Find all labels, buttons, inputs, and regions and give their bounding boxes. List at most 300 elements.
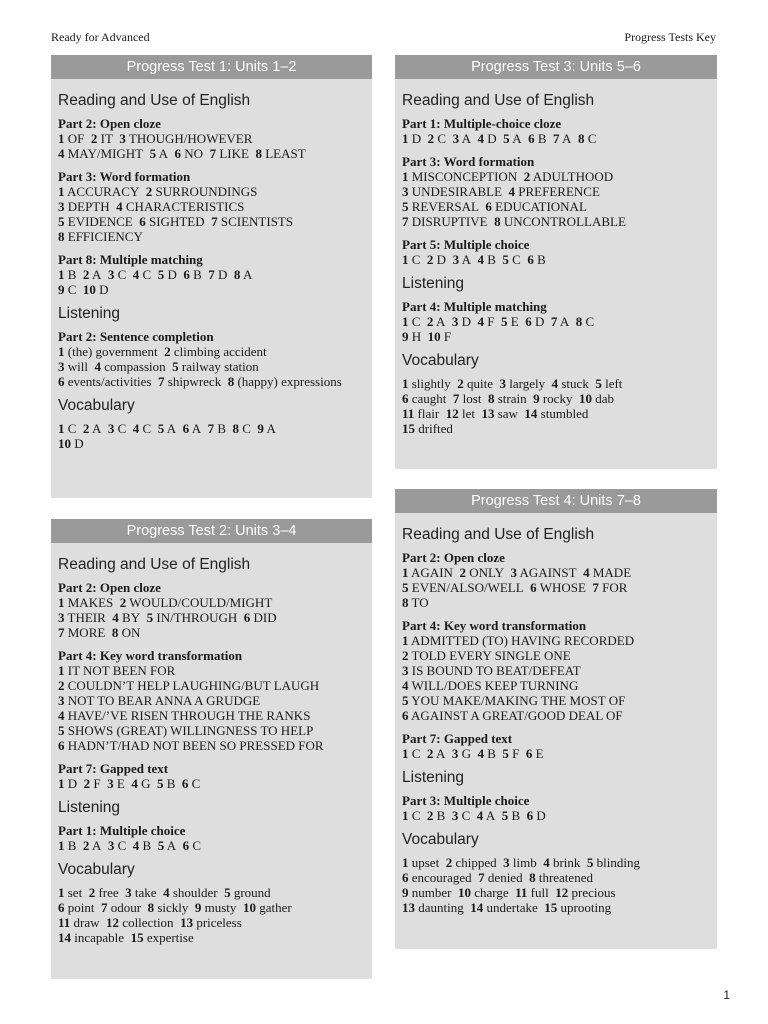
item-number: 4 — [132, 838, 140, 853]
item-number: 11 — [515, 885, 528, 900]
item-number: 1 — [402, 376, 409, 391]
item-number: 7 — [100, 900, 108, 915]
item-answer: priceless — [196, 915, 242, 930]
item-answer: odour — [110, 900, 142, 915]
item-answer: will — [67, 359, 88, 374]
answer-line — [58, 738, 364, 753]
test-box-3 — [395, 55, 717, 469]
answer-line — [58, 374, 364, 389]
item-number: 5 — [500, 314, 508, 329]
answer-line — [402, 131, 709, 146]
item-answer: compassion — [104, 359, 166, 374]
item-answer: A — [435, 746, 446, 761]
test-box-2 — [51, 519, 372, 979]
item-number: 4 — [94, 359, 101, 374]
item-answer: quite — [467, 376, 494, 391]
item-number: 3 — [107, 838, 115, 853]
item-answer: A — [91, 838, 102, 853]
item-number: 3 — [402, 184, 409, 199]
item-number: 2 — [145, 184, 153, 199]
item-answer: threatened — [538, 870, 593, 885]
item-answer: A — [91, 421, 102, 436]
item-number: 8 — [147, 900, 155, 915]
item-number: 10 — [82, 282, 96, 297]
part-heading: Part 7: Gapped text — [402, 731, 513, 746]
item-answer: D — [436, 252, 447, 267]
item-answer: D — [487, 131, 497, 146]
item-answer: MAKES — [67, 595, 114, 610]
item-number: 3 — [503, 855, 510, 870]
item-number: 12 — [106, 915, 120, 930]
item-answer: B — [217, 421, 226, 436]
item-answer: SCIENTISTS — [220, 214, 294, 229]
item-number: 2 — [58, 678, 65, 693]
item-answer: (the) government — [67, 344, 158, 359]
item-number: 4 — [131, 776, 138, 791]
item-answer: A — [562, 131, 572, 146]
item-number: 6 — [139, 214, 146, 229]
item-answer: A — [91, 267, 102, 282]
part-heading: Part 4: Key word transformation — [58, 648, 243, 663]
answer-line — [58, 678, 364, 693]
item-answer: H — [411, 329, 422, 344]
item-answer: D — [461, 314, 471, 329]
item-number: 5 — [157, 838, 165, 853]
item-answer: D — [167, 267, 177, 282]
answer-part — [402, 376, 709, 436]
item-answer: A — [461, 252, 471, 267]
item-number: 1 — [402, 633, 409, 648]
answer-line — [58, 595, 364, 610]
item-number: 1 — [402, 314, 409, 329]
item-number: 6 — [402, 391, 409, 406]
item-answer: IT NOT BEEN FOR — [67, 663, 176, 678]
answer-line — [58, 131, 364, 146]
part-heading: Part 1: Multiple-choice cloze — [402, 116, 562, 131]
item-number: 12 — [445, 406, 459, 421]
answer-part — [402, 116, 709, 146]
item-number: 6 — [525, 746, 533, 761]
item-answer: B — [67, 838, 77, 853]
item-number: 2 — [88, 885, 96, 900]
item-answer: C — [587, 131, 597, 146]
item-number: 6 — [58, 900, 65, 915]
item-number: 4 — [477, 746, 484, 761]
item-number: 3 — [125, 885, 132, 900]
item-answer: gather — [259, 900, 292, 915]
item-answer: C — [67, 421, 77, 436]
item-number: 14 — [58, 930, 71, 945]
answer-line — [402, 329, 709, 344]
answer-line — [402, 421, 709, 436]
item-answer: undertake — [486, 900, 538, 915]
item-number: 6 — [528, 131, 535, 146]
item-answer: C — [142, 267, 152, 282]
item-answer: HAVE/’VE RISEN THROUGH THE RANKS — [67, 708, 311, 723]
item-number: 3 — [58, 693, 65, 708]
item-number: 8 — [255, 146, 262, 161]
answer-part — [58, 823, 364, 853]
answer-part — [402, 550, 709, 610]
answer-line — [58, 693, 364, 708]
item-number: 3 — [452, 252, 460, 267]
answer-part — [58, 421, 364, 451]
item-number: 7 — [478, 870, 485, 885]
item-answer: LIKE — [219, 146, 249, 161]
answer-line — [402, 595, 709, 610]
item-number: 1 — [402, 131, 409, 146]
item-number: 5 — [58, 723, 65, 738]
item-answer: encouraged — [411, 870, 472, 885]
item-answer: lost — [462, 391, 482, 406]
item-answer: (happy) expressions — [237, 374, 342, 389]
item-answer: TOLD EVERY SINGLE ONE — [411, 648, 571, 663]
item-answer: YOU MAKE/MAKING THE MOST OF — [411, 693, 626, 708]
item-answer: C — [242, 421, 251, 436]
item-answer: NO — [184, 146, 204, 161]
answer-line — [58, 663, 364, 678]
page-number: 1 — [723, 988, 730, 1002]
answer-line — [402, 648, 709, 663]
answer-line — [58, 282, 364, 297]
item-number: 5 — [402, 580, 409, 595]
item-number: 7 — [452, 391, 460, 406]
item-answer: A — [191, 421, 202, 436]
item-answer: free — [98, 885, 119, 900]
part-heading: Part 2: Sentence completion — [58, 329, 214, 344]
answer-part — [402, 237, 709, 267]
item-answer: SIGHTED — [149, 214, 205, 229]
part-heading: Part 2: Open cloze — [58, 580, 161, 595]
item-answer: draw — [73, 915, 100, 930]
item-number: 3 — [58, 610, 65, 625]
section-heading: Vocabulary — [402, 831, 479, 848]
item-number: 5 — [58, 214, 65, 229]
item-answer: COULDN’T HELP LAUGHING/BUT LAUGH — [67, 678, 320, 693]
item-answer: OF — [67, 131, 85, 146]
item-answer: NOT TO BEAR ANNA A GRUDGE — [67, 693, 261, 708]
answer-part — [58, 169, 364, 244]
item-answer: IS BOUND TO BEAT/DEFEAT — [411, 663, 581, 678]
item-number: 4 — [477, 314, 484, 329]
item-number: 6 — [182, 421, 190, 436]
part-heading: Part 2: Open cloze — [402, 550, 505, 565]
item-number: 4 — [132, 421, 140, 436]
item-answer: CHARACTERISTICS — [125, 199, 245, 214]
item-number: 4 — [58, 146, 65, 161]
item-number: 2 — [426, 808, 434, 823]
answer-part — [58, 761, 364, 791]
item-number: 5 — [586, 855, 594, 870]
answer-line — [58, 199, 364, 214]
answer-line — [58, 708, 364, 723]
item-answer: D — [534, 314, 545, 329]
item-answer: TO — [411, 595, 429, 610]
item-answer: set — [67, 885, 83, 900]
item-answer: ONLY — [469, 565, 504, 580]
section-heading: Reading and Use of English — [58, 92, 251, 109]
item-number: 3 — [452, 131, 460, 146]
item-answer: drifted — [418, 421, 453, 436]
item-answer: ON — [121, 625, 141, 640]
item-number: 2 — [402, 648, 409, 663]
answer-line — [402, 184, 709, 199]
item-answer: F — [93, 776, 101, 791]
item-number: 2 — [82, 421, 90, 436]
item-answer: SURROUNDINGS — [155, 184, 258, 199]
answer-line — [58, 184, 364, 199]
item-answer: MISCONCEPTION — [411, 169, 518, 184]
section-heading: Reading and Use of English — [402, 92, 595, 109]
section-heading: Listening — [402, 275, 465, 292]
item-number: 7 — [592, 580, 599, 595]
item-answer: take — [134, 885, 157, 900]
test-box-4 — [395, 489, 717, 949]
answer-line — [402, 314, 709, 329]
item-number: 6 — [58, 374, 65, 389]
item-answer: MADE — [592, 565, 632, 580]
item-answer: AGAINST A GREAT/GOOD DEAL OF — [411, 708, 623, 723]
item-number: 8 — [233, 267, 241, 282]
item-number: 3 — [107, 776, 114, 791]
part-heading: Part 3: Word formation — [58, 169, 191, 184]
item-answer: C — [117, 838, 127, 853]
item-answer: E — [535, 746, 544, 761]
item-number: 6 — [182, 838, 190, 853]
answer-line — [402, 580, 709, 595]
item-number: 1 — [58, 421, 65, 436]
item-answer: strain — [497, 391, 527, 406]
item-answer: EVEN/ALSO/WELL — [411, 580, 524, 595]
item-number: 8 — [577, 131, 585, 146]
item-answer: A — [485, 808, 496, 823]
item-number: 11 — [402, 406, 415, 421]
answer-part — [58, 885, 364, 945]
section-heading: Listening — [58, 305, 121, 322]
answer-part — [402, 731, 709, 761]
answer-line — [58, 146, 364, 161]
item-number: 7 — [550, 314, 558, 329]
item-number: 1 — [402, 746, 409, 761]
answer-line — [402, 214, 709, 229]
item-answer: C — [117, 267, 127, 282]
running-header-right: Progress Tests Key — [624, 30, 716, 44]
answer-line — [402, 663, 709, 678]
item-answer: C — [67, 282, 77, 297]
item-number: 3 — [107, 267, 115, 282]
item-answer: daunting — [418, 900, 464, 915]
answer-part — [58, 116, 364, 161]
item-answer: ground — [233, 885, 271, 900]
item-number: 7 — [211, 214, 218, 229]
item-answer: F — [487, 314, 495, 329]
item-number: 8 — [494, 214, 501, 229]
item-answer: stumbled — [540, 406, 589, 421]
item-number: 3 — [499, 376, 507, 391]
item-number: 1 — [58, 184, 65, 199]
part-heading: Part 2: Open cloze — [58, 116, 161, 131]
item-number: 3 — [107, 421, 115, 436]
item-number: 4 — [477, 252, 484, 267]
item-answer: C — [437, 131, 447, 146]
item-answer: DEPTH — [67, 199, 110, 214]
item-answer: A — [512, 131, 522, 146]
item-number: 4 — [163, 885, 170, 900]
section-heading: Listening — [402, 769, 465, 786]
item-number: 6 — [183, 267, 190, 282]
answer-line — [58, 776, 364, 791]
item-number: 6 — [174, 146, 182, 161]
item-answer: WHOSE — [539, 580, 586, 595]
item-number: 3 — [451, 808, 459, 823]
item-answer: C — [142, 421, 152, 436]
item-answer: expertise — [146, 930, 194, 945]
item-answer: ADMITTED (TO) HAVING RECORDED — [411, 633, 635, 648]
item-number: 2 — [457, 376, 464, 391]
item-number: 7 — [402, 214, 409, 229]
item-number: 8 — [111, 625, 119, 640]
item-number: 10 — [427, 329, 441, 344]
item-number: 3 — [402, 663, 409, 678]
item-answer: left — [605, 376, 623, 391]
answer-line — [58, 359, 364, 374]
item-number: 2 — [459, 565, 466, 580]
answer-line — [402, 199, 709, 214]
item-number: 3 — [119, 131, 126, 146]
item-number: 13 — [180, 915, 194, 930]
item-number: 1 — [58, 885, 65, 900]
item-number: 5 — [146, 610, 154, 625]
answer-line — [58, 723, 364, 738]
item-number: 9 — [402, 885, 409, 900]
answer-part — [58, 648, 364, 753]
item-answer: B — [166, 776, 176, 791]
item-number: 1 — [58, 776, 65, 791]
item-number: 13 — [481, 406, 495, 421]
item-number: 6 — [402, 708, 409, 723]
item-number: 4 — [583, 565, 590, 580]
part-heading: Part 7: Gapped text — [58, 761, 169, 776]
item-answer: B — [537, 131, 547, 146]
item-answer: blinding — [596, 855, 640, 870]
item-answer: LEAST — [265, 146, 306, 161]
answer-line — [402, 885, 709, 900]
item-number: 4 — [116, 199, 123, 214]
item-answer: D — [74, 436, 84, 451]
item-answer: C — [461, 808, 471, 823]
item-number: 1 — [58, 344, 65, 359]
item-number: 1 — [402, 808, 409, 823]
item-number: 5 — [172, 359, 179, 374]
answer-part — [402, 618, 709, 723]
item-number: 1 — [402, 855, 409, 870]
item-number: 6 — [58, 738, 65, 753]
answer-line — [402, 708, 709, 723]
item-number: 4 — [477, 131, 484, 146]
item-number: 8 — [58, 229, 65, 244]
section-heading: Reading and Use of English — [402, 526, 595, 543]
item-answer: A — [461, 131, 471, 146]
item-answer: PREFERENCE — [518, 184, 600, 199]
item-answer: B — [487, 746, 496, 761]
item-number: 5 — [502, 746, 509, 761]
item-number: 2 — [426, 746, 434, 761]
answer-line — [402, 391, 709, 406]
test-box-1 — [51, 55, 372, 498]
item-number: 2 — [83, 776, 91, 791]
item-answer: UNCONTROLLABLE — [503, 214, 626, 229]
answer-line — [402, 870, 709, 885]
item-answer: B — [436, 808, 446, 823]
item-answer: rocky — [542, 391, 573, 406]
item-answer: events/activities — [67, 374, 152, 389]
test-title: Progress Test 3: Units 5–6 — [395, 55, 717, 79]
item-number: 15 — [544, 900, 558, 915]
answer-line — [402, 633, 709, 648]
item-answer: railway station — [181, 359, 259, 374]
item-number: 5 — [402, 693, 409, 708]
item-answer: BY — [122, 610, 141, 625]
item-number: 1 — [58, 838, 65, 853]
answer-line — [402, 406, 709, 421]
item-number: 2 — [82, 838, 90, 853]
item-number: 4 — [402, 678, 409, 693]
item-number: 3 — [451, 746, 459, 761]
item-answer: AGAINST — [519, 565, 577, 580]
item-answer: C — [191, 776, 201, 791]
answer-line — [58, 625, 364, 640]
item-number: 3 — [451, 314, 459, 329]
item-number: 9 — [402, 329, 409, 344]
item-answer: A — [242, 267, 253, 282]
item-number: 5 — [595, 376, 602, 391]
item-answer: C — [411, 746, 421, 761]
item-answer: EFFICIENCY — [67, 229, 143, 244]
item-number: 14 — [524, 406, 538, 421]
item-answer: shipwreck — [167, 374, 222, 389]
item-answer: charge — [474, 885, 509, 900]
item-number: 3 — [58, 199, 65, 214]
item-number: 6 — [526, 808, 534, 823]
item-number: 2 — [82, 267, 90, 282]
item-answer: HADN’T/HAD NOT BEEN SO PRESSED FOR — [67, 738, 324, 753]
item-number: 6 — [181, 776, 189, 791]
item-answer: G — [141, 776, 151, 791]
item-number: 3 — [58, 359, 65, 374]
item-number: 9 — [257, 421, 264, 436]
part-heading: Part 3: Multiple choice — [402, 793, 530, 808]
answer-line — [402, 855, 709, 870]
item-answer: D — [411, 131, 422, 146]
answer-line — [58, 214, 364, 229]
item-answer: C — [192, 838, 202, 853]
item-answer: full — [530, 885, 549, 900]
answer-line — [402, 900, 709, 915]
item-answer: FOR — [602, 580, 628, 595]
item-answer: SHOWS (GREAT) WILLINGNESS TO HELP — [67, 723, 314, 738]
answer-part — [402, 154, 709, 229]
item-answer: MORE — [67, 625, 106, 640]
item-number: 9 — [194, 900, 202, 915]
answer-line — [402, 376, 709, 391]
item-number: 7 — [209, 146, 217, 161]
item-answer: F — [512, 746, 520, 761]
item-answer: precious — [571, 885, 616, 900]
answer-line — [58, 421, 364, 436]
item-number: 9 — [533, 391, 540, 406]
item-number: 7 — [208, 267, 215, 282]
item-number: 5 — [402, 199, 409, 214]
